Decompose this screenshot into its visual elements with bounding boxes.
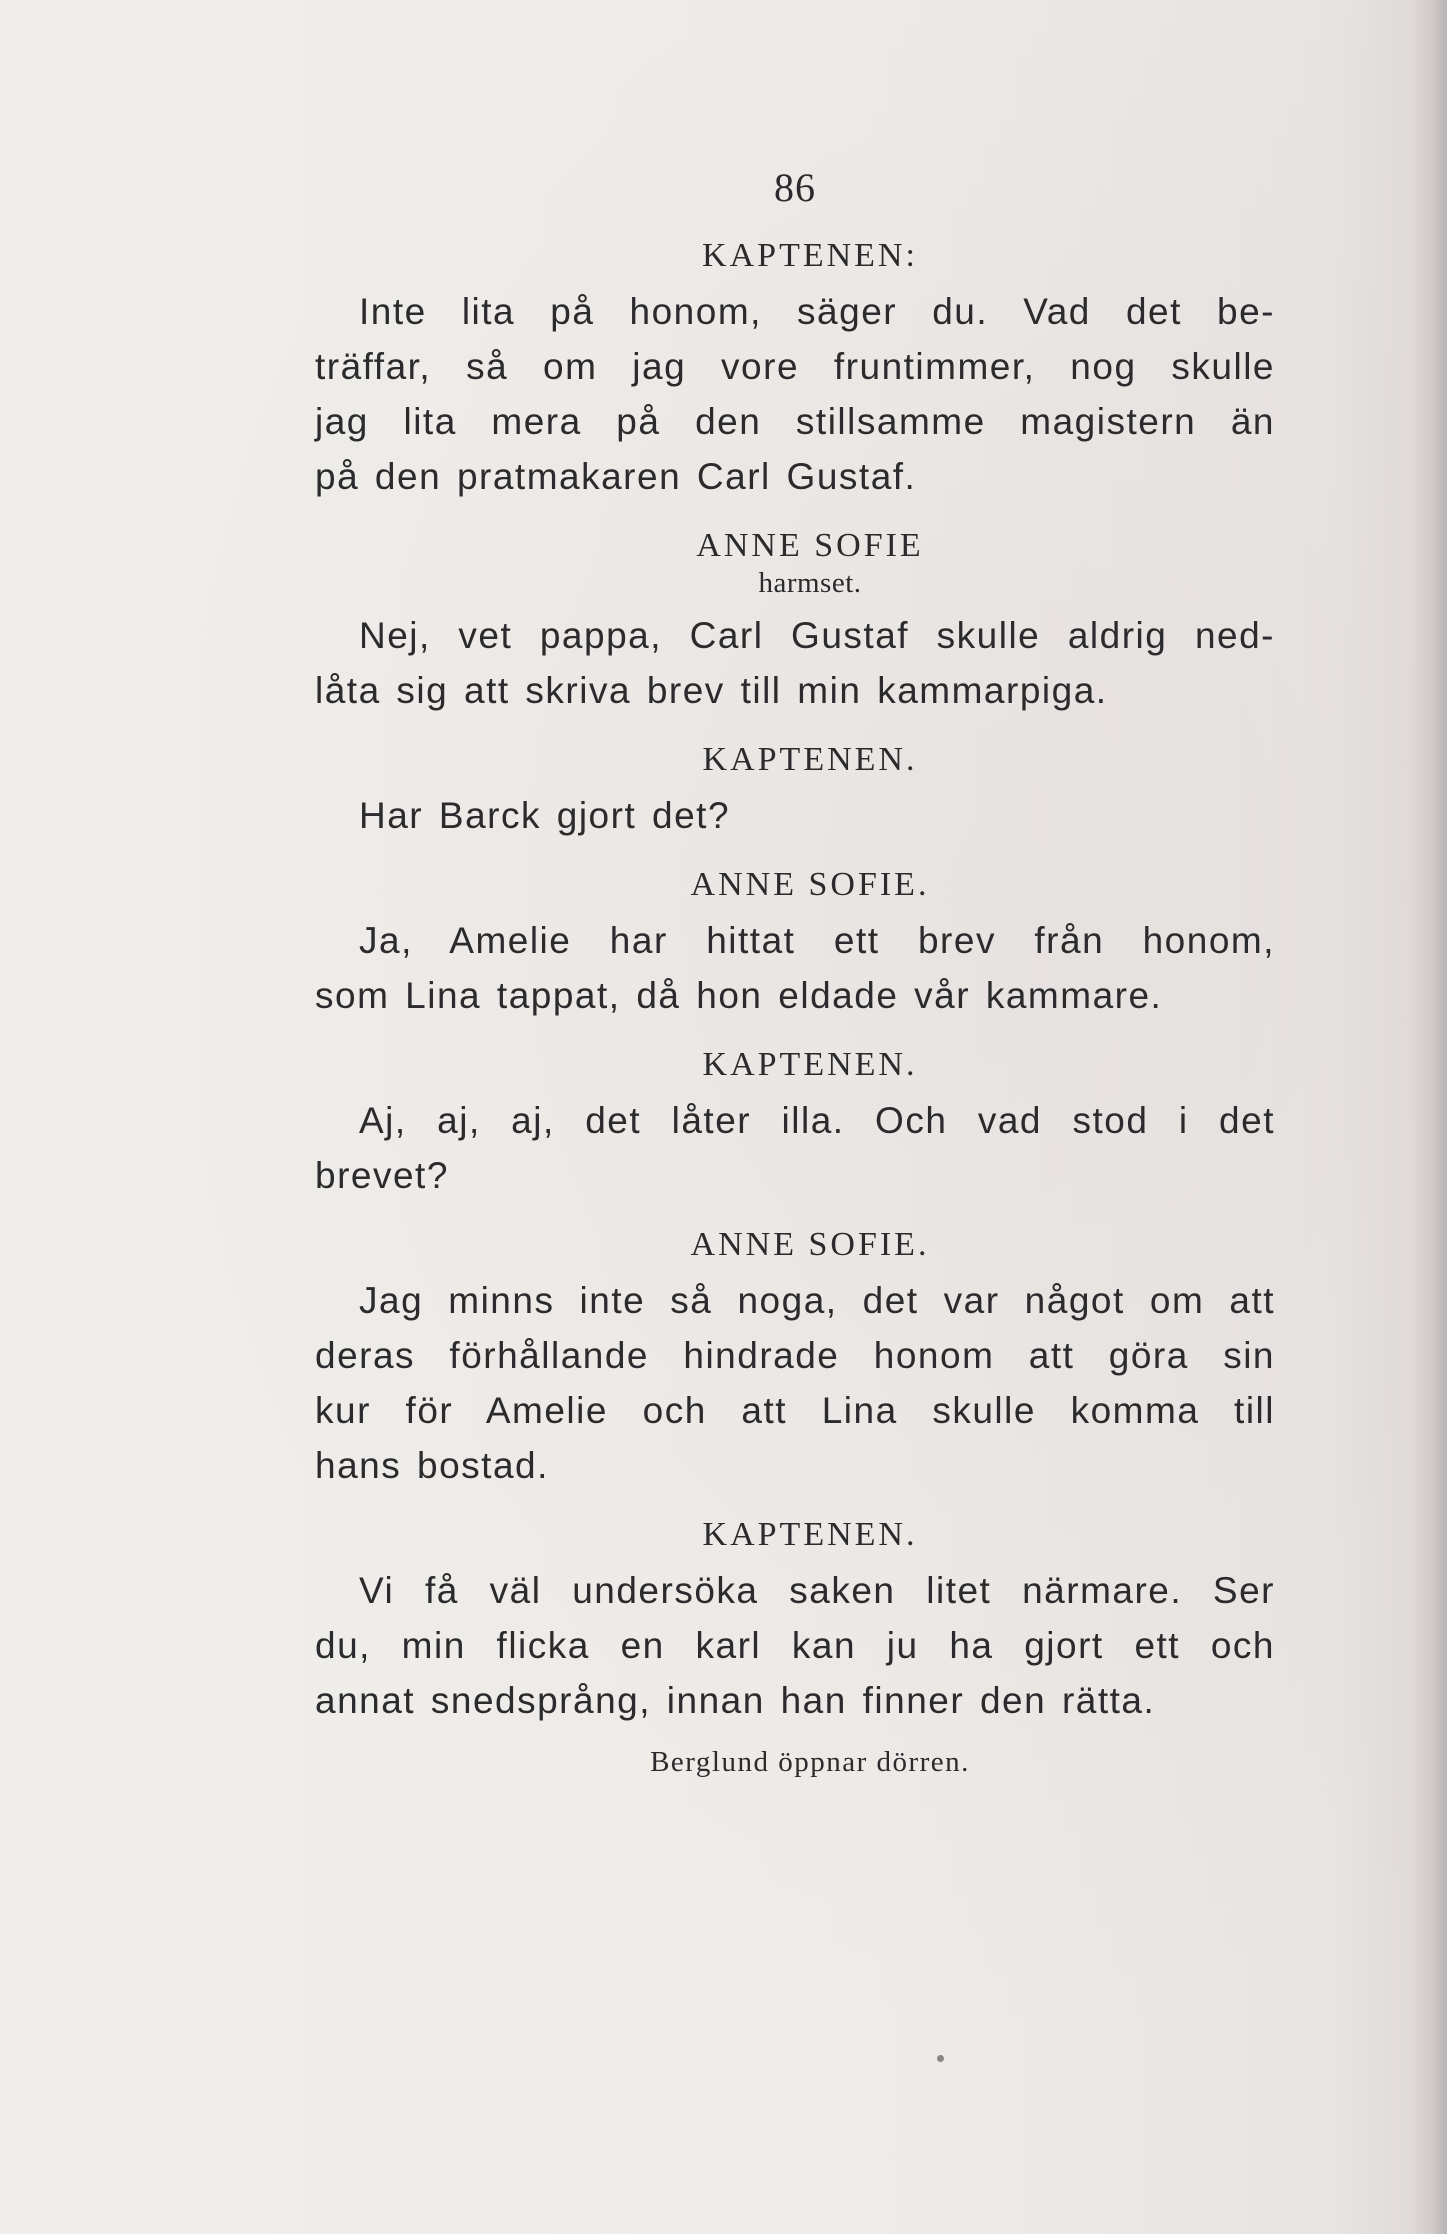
- speech-line: du, min flicka en karl kan ju ha gjort ett och: [315, 1625, 1275, 1666]
- speaker-name: KAPTENEN.: [702, 1046, 918, 1083]
- page-number: 86: [774, 165, 816, 210]
- speech-line: kur för Amelie och att Lina skulle komma till: [315, 1390, 1275, 1431]
- speech-paragraph: [315, 913, 1275, 1023]
- speech-line: Har Barck gjort det?: [359, 795, 731, 836]
- speaker-name: KAPTENEN.: [702, 1516, 918, 1553]
- speech-paragraph: [315, 1563, 1275, 1728]
- stage-direction: Berglund öppnar dörren.: [650, 1746, 970, 1778]
- speech-paragraph: [315, 788, 1275, 843]
- speech-line: på den pratmakaren Carl Gustaf.: [315, 456, 917, 497]
- speaker-name: KAPTENEN.: [702, 741, 918, 778]
- speech-line: jag lita mera på den stillsamme magistern än: [315, 401, 1275, 442]
- speech-line: Jag minns inte så noga, det var något om att: [359, 1280, 1275, 1321]
- paper-speck: [937, 2055, 944, 2062]
- speaker-name: ANNE SOFIE.: [690, 866, 930, 903]
- speech-line: hans bostad.: [315, 1445, 549, 1486]
- speech-line: deras förhållande hindrade honom att göra sin: [315, 1335, 1275, 1376]
- play-dialogue: [315, 228, 1275, 1782]
- speech-line: Inte lita på honom, säger du. Vad det be-: [359, 291, 1275, 332]
- speech-line: låta sig att skriva brev till min kammarpiga.: [315, 670, 1108, 711]
- speech-line: Aj, aj, aj, det låter illa. Och vad stod i det: [359, 1100, 1275, 1141]
- speech-paragraph: [315, 608, 1275, 718]
- speech-line: Ja, Amelie har hittat ett brev från honom,: [359, 920, 1275, 961]
- speech-line: som Lina tappat, då hon eldade vår kammare.: [315, 975, 1163, 1016]
- speech-line: Vi få väl undersöka saken litet närmare. Ser: [359, 1570, 1275, 1611]
- speech-paragraph: [315, 1093, 1275, 1203]
- speech-line: Nej, vet pappa, Carl Gustaf skulle aldrig ned-: [359, 615, 1275, 656]
- speech-line: träffar, så om jag vore fruntimmer, nog skulle: [315, 346, 1275, 387]
- speech-line: annat snedsprång, innan han finner den rätta.: [315, 1680, 1156, 1721]
- page-spine-shadow: [1411, 0, 1447, 2234]
- speech-line: brevet?: [315, 1155, 449, 1196]
- speech-paragraph: [315, 1273, 1275, 1493]
- speech-paragraph: [315, 284, 1275, 504]
- speaker-name: ANNE SOFIE: [696, 527, 924, 564]
- speaker-name: KAPTENEN:: [702, 237, 918, 274]
- stage-direction: harmset.: [758, 567, 862, 599]
- speaker-name: ANNE SOFIE.: [690, 1226, 930, 1263]
